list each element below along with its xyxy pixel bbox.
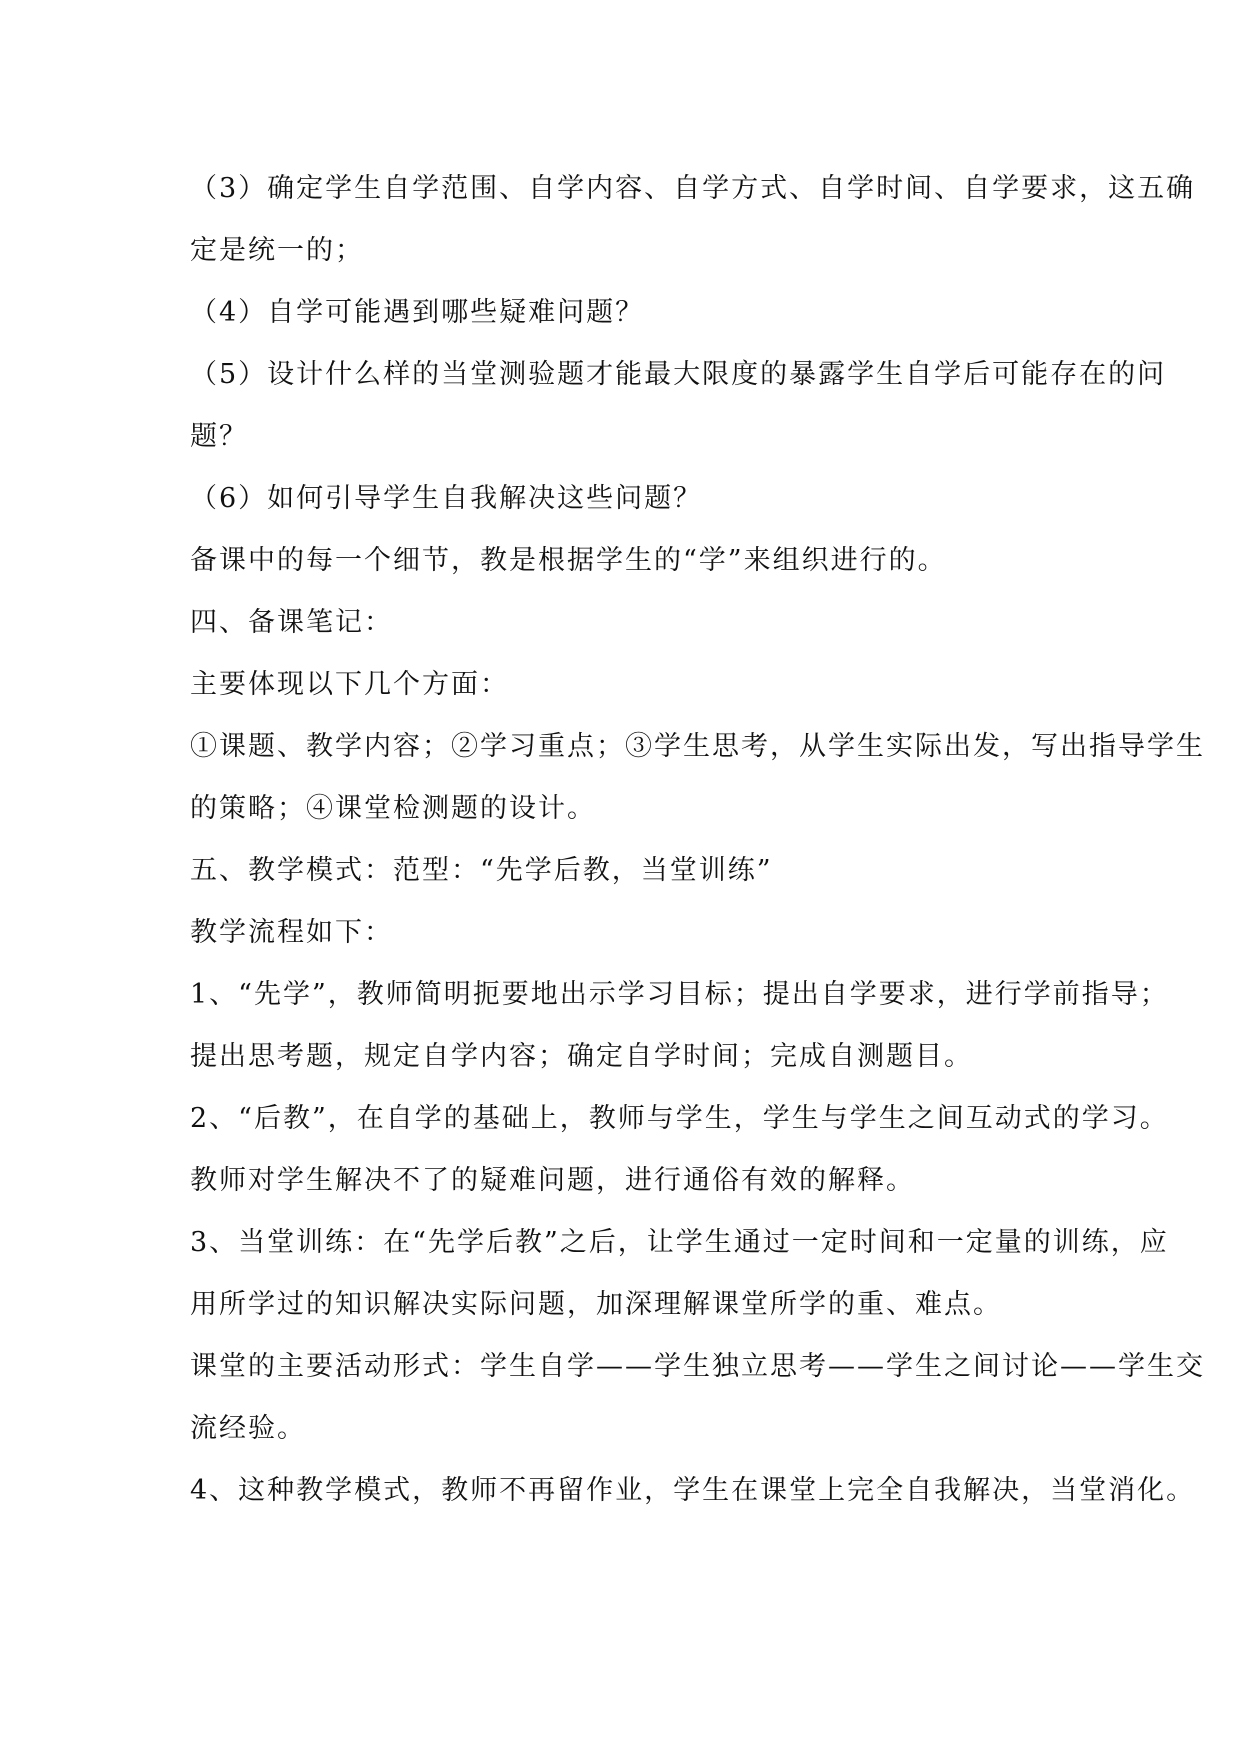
text-line: 主要体现以下几个方面： <box>190 669 509 700</box>
text-line: 教学流程如下： <box>190 917 393 948</box>
text-line: 教师对学生解决不了的疑难问题，进行通俗有效的解释。 <box>190 1165 915 1196</box>
section-heading: 四、备课笔记： <box>190 607 393 638</box>
text-line: （6）如何引导学生自我解决这些问题？ <box>190 483 703 514</box>
text-line: （4）自学可能遇到哪些疑难问题？ <box>190 297 645 328</box>
text-line: 用所学过的知识解决实际问题，加深理解课堂所学的重、难点。 <box>190 1289 1002 1320</box>
text-line: 流经验。 <box>190 1413 306 1444</box>
text-line: 题？ <box>190 421 248 452</box>
text-line: （5）设计什么样的当堂测验题才能最大限度的暴露学生自学后可能存在的问 <box>190 359 1167 390</box>
text-line: 定是统一的； <box>190 235 364 266</box>
text-line: 备课中的每一个细节，教是根据学生的“学”来组织进行的。 <box>190 545 947 576</box>
text-line: 提出思考题，规定自学内容；确定自学时间；完成自测题目。 <box>190 1041 973 1072</box>
text-line: 1、“先学”，教师简明扼要地出示学习目标；提出自学要求，进行学前指导； <box>190 979 1169 1010</box>
text-line: 3、当堂训练：在“先学后教”之后，让学生通过一定时间和一定量的训练，应 <box>190 1227 1169 1258</box>
text-line: （3）确定学生自学范围、自学内容、自学方式、自学时间、自学要求，这五确 <box>190 173 1196 204</box>
text-line: ①课题、教学内容；②学习重点；③学生思考，从学生实际出发，写出指导学生 <box>190 731 1205 762</box>
text-line: 的策略；④课堂检测题的设计。 <box>190 793 596 824</box>
section-heading: 五、教学模式：范型：“先学后教，当堂训练” <box>190 855 773 886</box>
document-body <box>190 158 1205 1522</box>
text-line: 课堂的主要活动形式：学生自学——学生独立思考——学生之间讨论——学生交 <box>190 1351 1205 1382</box>
text-line: 4、这种教学模式，教师不再留作业，学生在课堂上完全自我解决，当堂消化。 <box>190 1475 1196 1506</box>
text-line: 2、“后教”，在自学的基础上，教师与学生，学生与学生之间互动式的学习。 <box>190 1103 1169 1134</box>
